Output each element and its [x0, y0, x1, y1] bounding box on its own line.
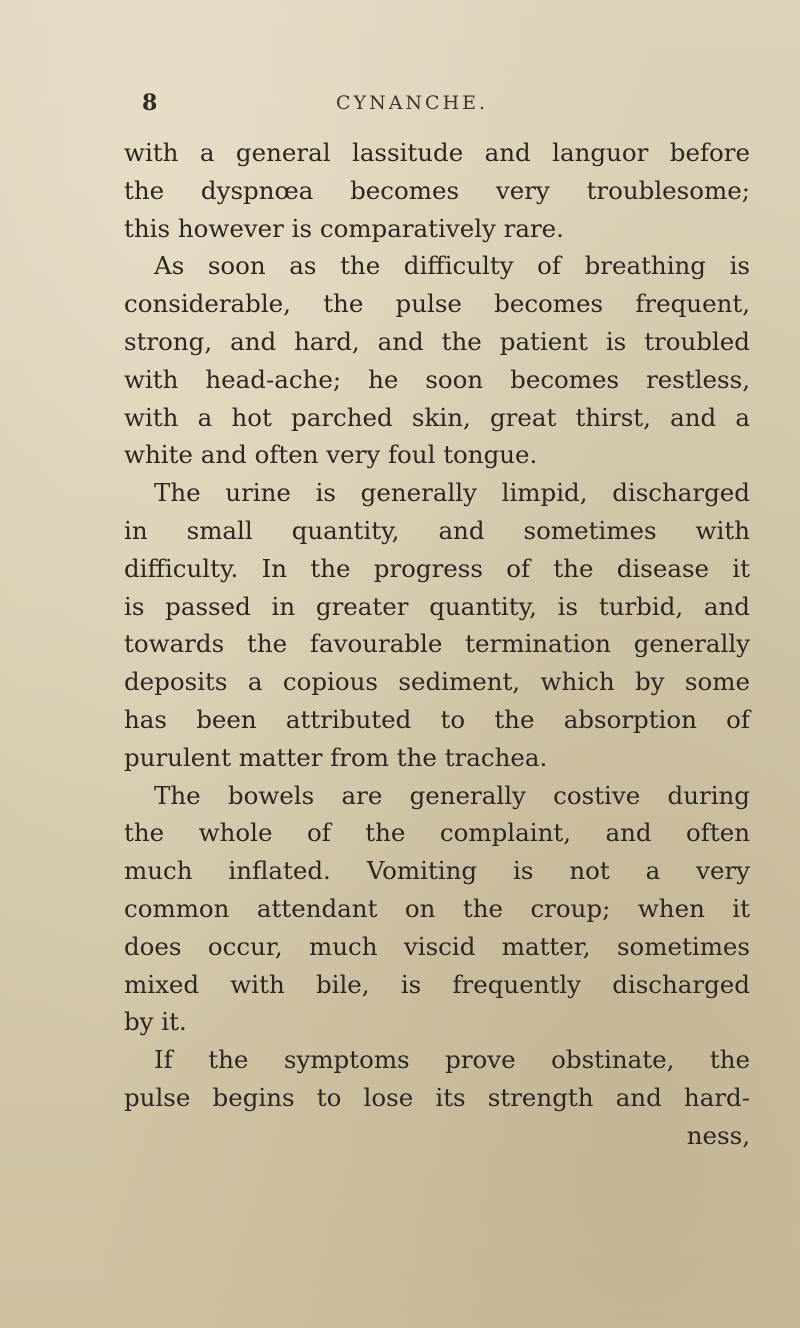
text-line: with a hot parched skin, great thirst, and a — [124, 402, 750, 432]
text-line: white and often very foul tongue. — [124, 440, 538, 470]
text-line: has been attributed to the absorption of — [124, 704, 750, 734]
page-header — [0, 90, 800, 120]
body-text — [124, 134, 750, 1155]
text-line: difficulty. In the progress of the disease it — [124, 553, 750, 583]
text-line: the dyspnœa becomes very troublesome; — [124, 175, 750, 205]
text-line: does occur, much viscid matter, sometimes — [124, 931, 750, 961]
paragraph-start-line: If the symptoms prove obstinate, the — [154, 1045, 750, 1075]
text-line: with head-ache; he soon becomes restless, — [124, 364, 750, 394]
running-head: CYNANCHE. — [336, 92, 489, 114]
text-line: much inflated. Vomiting is not a very — [124, 856, 750, 886]
text-line: the whole of the complaint, and often — [124, 818, 750, 848]
text-line: deposits a copious sediment, which by some — [124, 667, 750, 697]
text-line: this however is comparatively rare. — [124, 213, 564, 243]
text-line: pulse begins to lose its strength and hard- — [124, 1082, 750, 1112]
text-line: mixed with bile, is frequently discharged — [124, 969, 750, 999]
text-line: common attendant on the croup; when it — [124, 893, 750, 923]
page-number: 8 — [142, 90, 158, 116]
paragraph-start-line: The urine is generally limpid, discharged — [154, 478, 750, 508]
text-line: considerable, the pulse becomes frequent, — [124, 289, 750, 319]
text-line: in small quantity, and sometimes with — [124, 515, 750, 545]
paragraph-start-line: As soon as the difficulty of breathing is — [154, 251, 750, 281]
paragraph-start-line: The bowels are generally costive during — [154, 780, 750, 810]
catchword: ness, — [686, 1120, 750, 1150]
text-line: is passed in greater quantity, is turbid, and — [124, 591, 750, 621]
text-line: strong, and hard, and the patient is troubled — [124, 326, 750, 356]
text-line: purulent matter from the trachea. — [124, 742, 548, 772]
text-line: by it. — [124, 1007, 187, 1037]
text-line: towards the favourable termination generally — [124, 629, 750, 659]
text-line: with a general lassitude and languor before — [124, 138, 750, 167]
